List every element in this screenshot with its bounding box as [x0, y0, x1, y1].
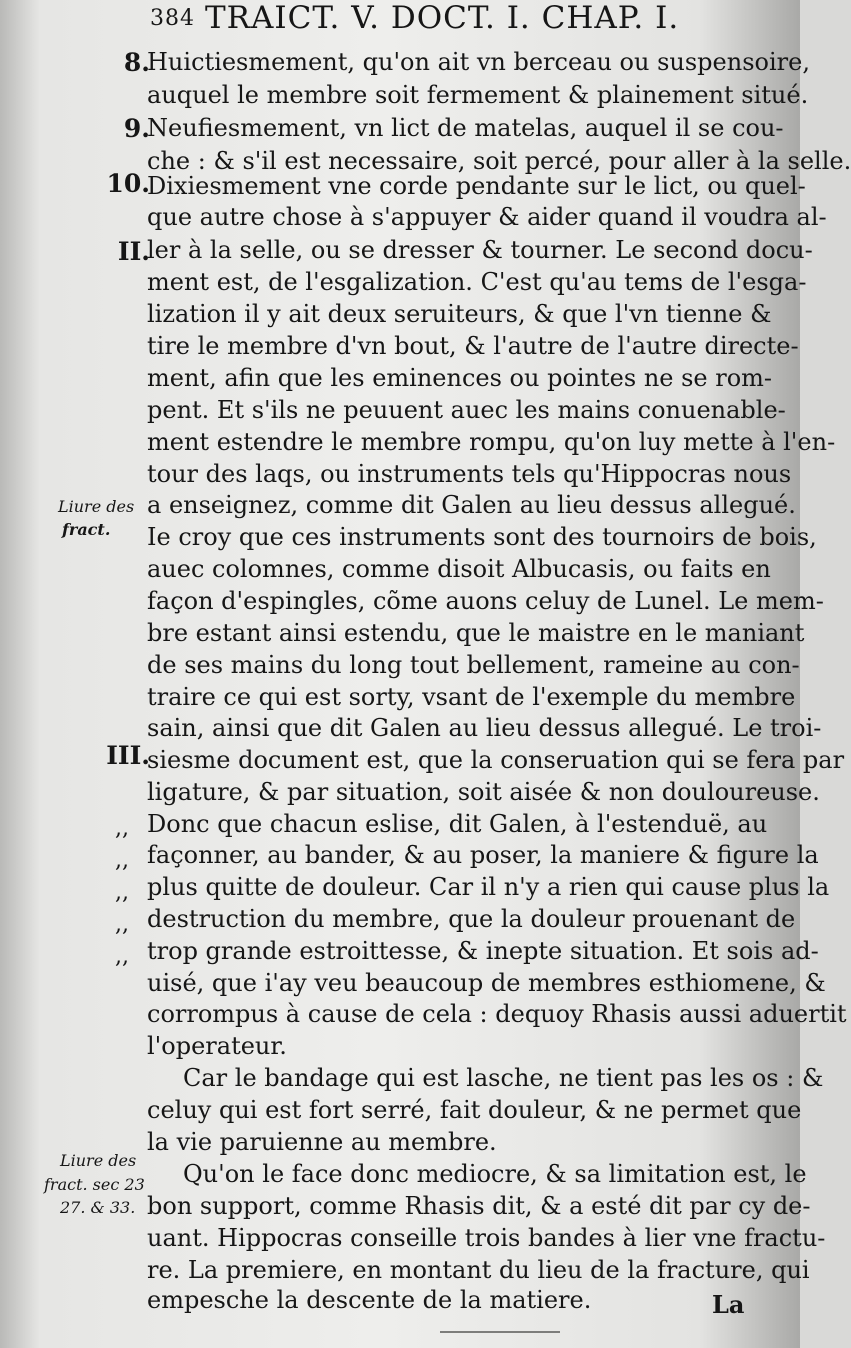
text-line: Huictiesmement, qu'on ait vn berceau ou suspensoire, — [147, 48, 810, 76]
line-number: 8. — [123, 48, 150, 77]
text-line: destruction du membre, que la douleur prouenant de — [147, 905, 796, 933]
text-line: façon d'espingles, cõme auons celuy de Lunel. Le mem- — [147, 587, 824, 615]
quotation-mark: ,, — [115, 944, 129, 969]
margin-note: Liure des — [60, 1151, 137, 1170]
text-line: sain, ainsi que dit Galen au lieu dessus allegué. Le troi- — [147, 714, 822, 742]
text-line: la vie paruienne au membre. — [147, 1128, 497, 1156]
page-rule — [440, 1331, 560, 1333]
text-line: Neufiesmement, vn lict de matelas, auquel il se cou- — [147, 114, 784, 142]
text-line: che : & s'il est necessaire, soit percé, pour aller à la selle. — [147, 147, 851, 175]
text-line: lization il y ait deux seruiteurs, & que l'vn tienne & — [147, 300, 772, 328]
text-line: Dixiesmement vne corde pendante sur le lict, ou quel- — [147, 172, 806, 200]
text-line: façonner, au bander, & au poser, la maniere & figure la — [147, 841, 819, 869]
text-line: l'operateur. — [147, 1032, 287, 1060]
margin-note: Liure des — [58, 497, 135, 516]
text-line: tour des laqs, ou instruments tels qu'Hippocras nous — [147, 460, 792, 488]
text-line: corrompus à cause de cela : dequoy Rhasis aussi aduertit — [147, 1000, 847, 1028]
text-line: celuy qui est fort serré, fait douleur, & ne permet que — [147, 1096, 802, 1124]
text-line: empesche la descente de la matiere. — [147, 1286, 592, 1314]
text-line: ligature, & par situation, soit aisée & non douloureuse. — [147, 778, 820, 806]
text-line: trop grande estroittesse, & inepte situation. Et sois ad- — [147, 937, 819, 965]
page-number: 384 — [150, 6, 195, 31]
line-number: 9. — [123, 114, 150, 143]
running-header — [150, 0, 750, 38]
margin-note: fract. sec 23 — [44, 1175, 145, 1194]
text-line: a enseignez, comme dit Galen au lieu dessus allegué. — [147, 491, 796, 519]
text-line: uisé, que i'ay veu beaucoup de membres esthiomene, & — [147, 969, 826, 997]
margin-note: 27. & 33. — [60, 1198, 136, 1217]
quotation-mark: ,, — [115, 912, 129, 937]
text-line: Car le bandage qui est lasche, ne tient pas les os : & — [183, 1064, 824, 1092]
quotation-mark: ,, — [115, 880, 129, 905]
text-line: pent. Et s'ils ne peuuent auec les mains conuenable- — [147, 396, 786, 424]
text-line: siesme document est, que la conseruation qui se fera par — [147, 746, 845, 774]
text-line: auquel le membre soit fermement & plainement situé. — [147, 81, 809, 109]
text-line: ment, afin que les eminences ou pointes ne se rom- — [147, 364, 773, 392]
text-line: tire le membre d'vn bout, & l'autre de l'autre directe- — [147, 332, 799, 360]
text-line: re. La premiere, en montant du lieu de la fracture, qui — [147, 1256, 810, 1284]
text-line: Ie croy que ces instruments sont des tournoirs de bois, — [147, 523, 817, 551]
running-title: TRAICT. V. DOCT. I. CHAP. I. — [205, 0, 680, 36]
text-line: que autre chose à s'appuyer & aider quand il voudra al- — [147, 203, 827, 231]
quotation-mark: ,, — [115, 848, 129, 873]
text-line: de ses mains du long tout bellement, rameine au con- — [147, 651, 800, 679]
text-line: Donc que chacun eslise, dit Galen, à l'estenduë, au — [147, 810, 768, 838]
text-line: bre estant ainsi estendu, que le maistre en le maniant — [147, 619, 805, 647]
text-line: Qu'on le face donc mediocre, & sa limitation est, le — [183, 1160, 807, 1188]
text-line: traire ce qui est sorty, vsant de l'exemple du membre — [147, 683, 796, 711]
text-line: ment est, de l'esgalization. C'est qu'au tems de l'esga- — [147, 268, 807, 296]
margin-note: fract. — [62, 520, 111, 539]
text-line: ment estendre le membre rompu, qu'on luy mette à l'en- — [147, 428, 836, 456]
line-number: III. — [106, 741, 150, 770]
text-line: plus quitte de douleur. Car il n'y a rien qui cause plus la — [147, 873, 830, 901]
line-number: II. — [117, 237, 150, 266]
catchword: La — [712, 1290, 745, 1319]
text-line: auec colomnes, comme disoit Albucasis, ou faits en — [147, 555, 771, 583]
quotation-mark: ,, — [115, 816, 129, 841]
line-number: 10. — [106, 169, 150, 198]
text-line: ler à la selle, ou se dresser & tourner. Le second docu- — [147, 236, 813, 264]
text-line: bon support, comme Rhasis dit, & a esté dit par cy de- — [147, 1192, 811, 1220]
text-line: uant. Hippocras conseille trois bandes à lier vne fractu- — [147, 1224, 826, 1252]
